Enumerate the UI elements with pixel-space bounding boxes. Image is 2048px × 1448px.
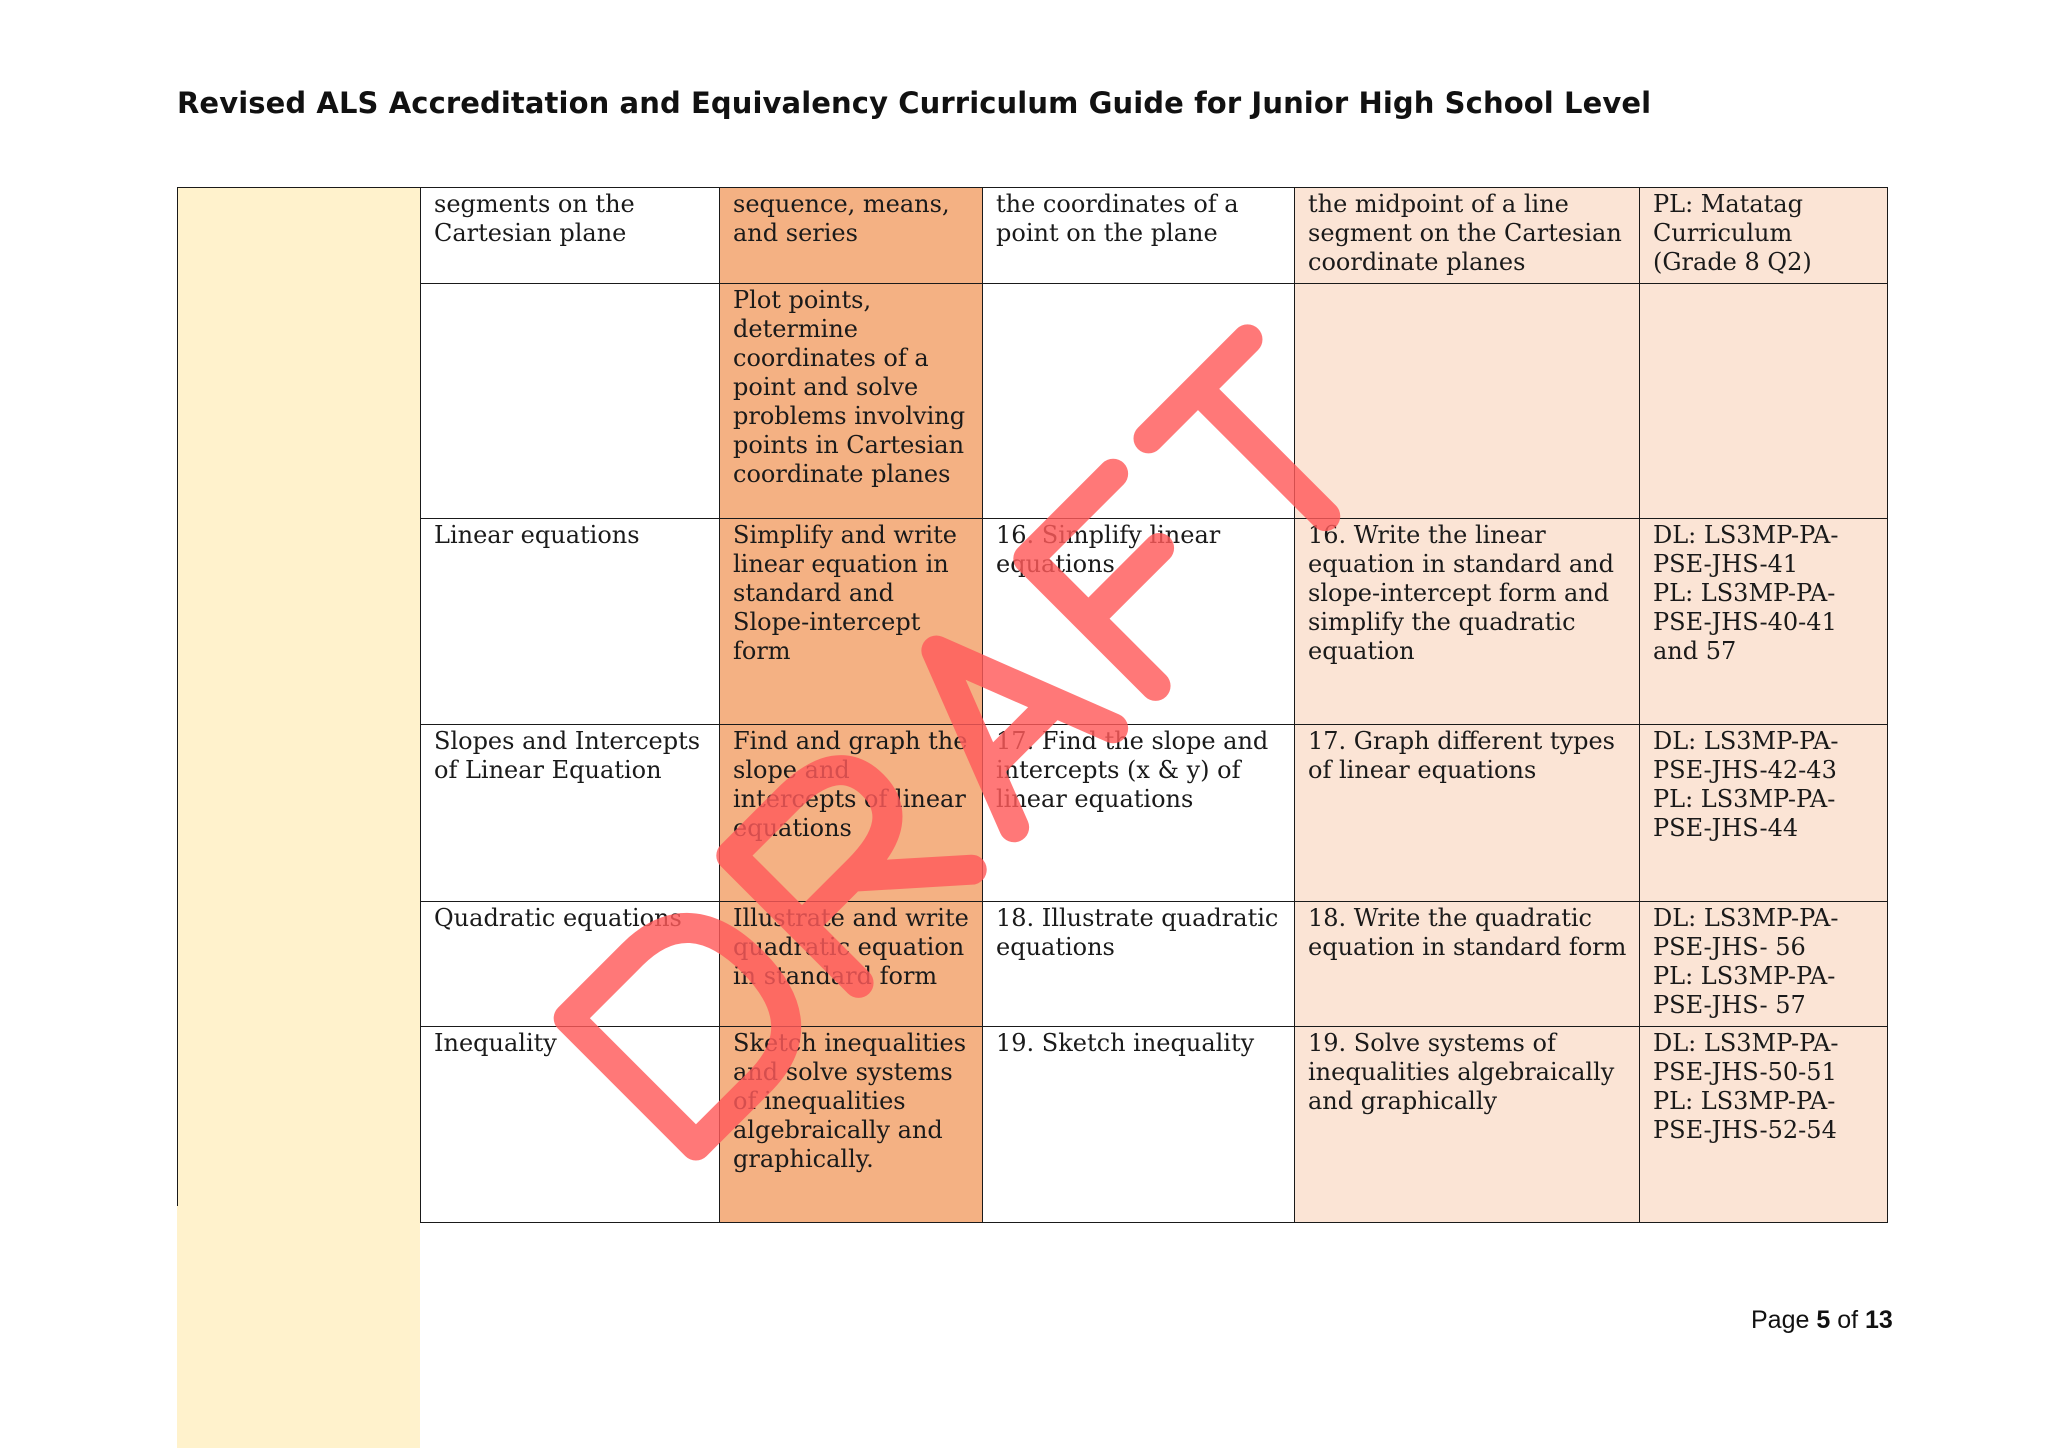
competency-cell: 18. Illustrate quadratic equations <box>983 902 1295 1027</box>
code-cell <box>1640 725 1888 902</box>
competency-cell: the coordinates of a point on the plane <box>983 188 1295 284</box>
indicator-cell: 16. Write the linear equation in standard and slope-intercept form and simplify the quadratic equation <box>1295 519 1640 725</box>
code-line: DL: LS3MP-PA-PSE-JHS- 56 <box>1653 904 1839 961</box>
objective-cell: sequence, means, and series <box>720 188 983 284</box>
competency-cell: 17. Find the slope and intercepts (x & y) of linear equations <box>983 725 1295 902</box>
code-cell <box>1640 519 1888 725</box>
indicator-cell <box>1295 284 1640 519</box>
code-cell <box>1640 902 1888 1027</box>
topic-cell: segments on the Cartesian plane <box>421 188 720 284</box>
table-row <box>178 902 1888 1027</box>
objective-cell: Find and graph the slope and intercepts of linear equations <box>720 725 983 902</box>
page-number <box>1751 1306 1893 1335</box>
page-label: Page <box>1751 1306 1810 1334</box>
code-line: PL: LS3MP-PA-PSE-JHS-52-54 <box>1653 1087 1837 1144</box>
table-row <box>178 284 1888 519</box>
page-total: 13 <box>1865 1306 1893 1334</box>
indicator-cell: 18. Write the quadratic equation in standard form <box>1295 902 1640 1027</box>
objective-cell: Sketch inequalities and solve systems of inequalities algebraically and graphically. <box>720 1027 983 1223</box>
code-cell <box>1640 188 1888 284</box>
objective-cell: Illustrate and write quadratic equation in standard form <box>720 902 983 1027</box>
page-of: of <box>1837 1306 1859 1334</box>
code-line: DL: LS3MP-PA-PSE-JHS-50-51 <box>1653 1029 1839 1086</box>
indicator-cell: 19. Solve systems of inequalities algebraically and graphically <box>1295 1027 1640 1223</box>
topic-cell: Linear equations <box>421 519 720 725</box>
competency-cell: 16. Simplify linear equations <box>983 519 1295 725</box>
code-cell <box>1640 1027 1888 1223</box>
code-cell <box>1640 284 1888 519</box>
table-row <box>178 725 1888 902</box>
code-line: DL: LS3MP-PA-PSE-JHS-42-43 <box>1653 727 1839 784</box>
code-line: PL: LS3MP-PA-PSE-JHS-40-41 and 57 <box>1653 579 1837 665</box>
indicator-cell: 17. Graph different types of linear equations <box>1295 725 1640 902</box>
table-row <box>178 519 1888 725</box>
table-row <box>178 1027 1888 1223</box>
page-current: 5 <box>1816 1306 1831 1334</box>
code-line: PL: Matatag Curriculum (Grade 8 Q2) <box>1653 190 1812 276</box>
document-title: Revised ALS Accreditation and Equivalency Curriculum Guide for Junior High School Level <box>177 86 1652 120</box>
objective-cell: Simplify and write linear equation in standard and Slope-intercept form <box>720 519 983 725</box>
code-line: PL: LS3MP-PA-PSE-JHS- 57 <box>1653 962 1836 1019</box>
topic-cell: Quadratic equations <box>421 902 720 1027</box>
competency-cell: 19. Sketch inequality <box>983 1027 1295 1223</box>
objective-cell: Plot points, determine coordinates of a point and solve problems involving points in Cartesian coordinate planes <box>720 284 983 519</box>
table-row <box>178 188 1888 284</box>
code-line: DL: LS3MP-PA-PSE-JHS-41 <box>1653 521 1839 578</box>
strand-column-continuation <box>177 1206 420 1448</box>
competency-cell <box>983 284 1295 519</box>
topic-cell <box>421 284 720 519</box>
code-line: PL: LS3MP-PA-PSE-JHS-44 <box>1653 785 1836 842</box>
strand-column <box>178 188 421 1223</box>
indicator-cell: the midpoint of a line segment on the Cartesian coordinate planes <box>1295 188 1640 284</box>
topic-cell: Slopes and Intercepts of Linear Equation <box>421 725 720 902</box>
topic-cell: Inequality <box>421 1027 720 1223</box>
curriculum-table <box>177 187 1888 1223</box>
